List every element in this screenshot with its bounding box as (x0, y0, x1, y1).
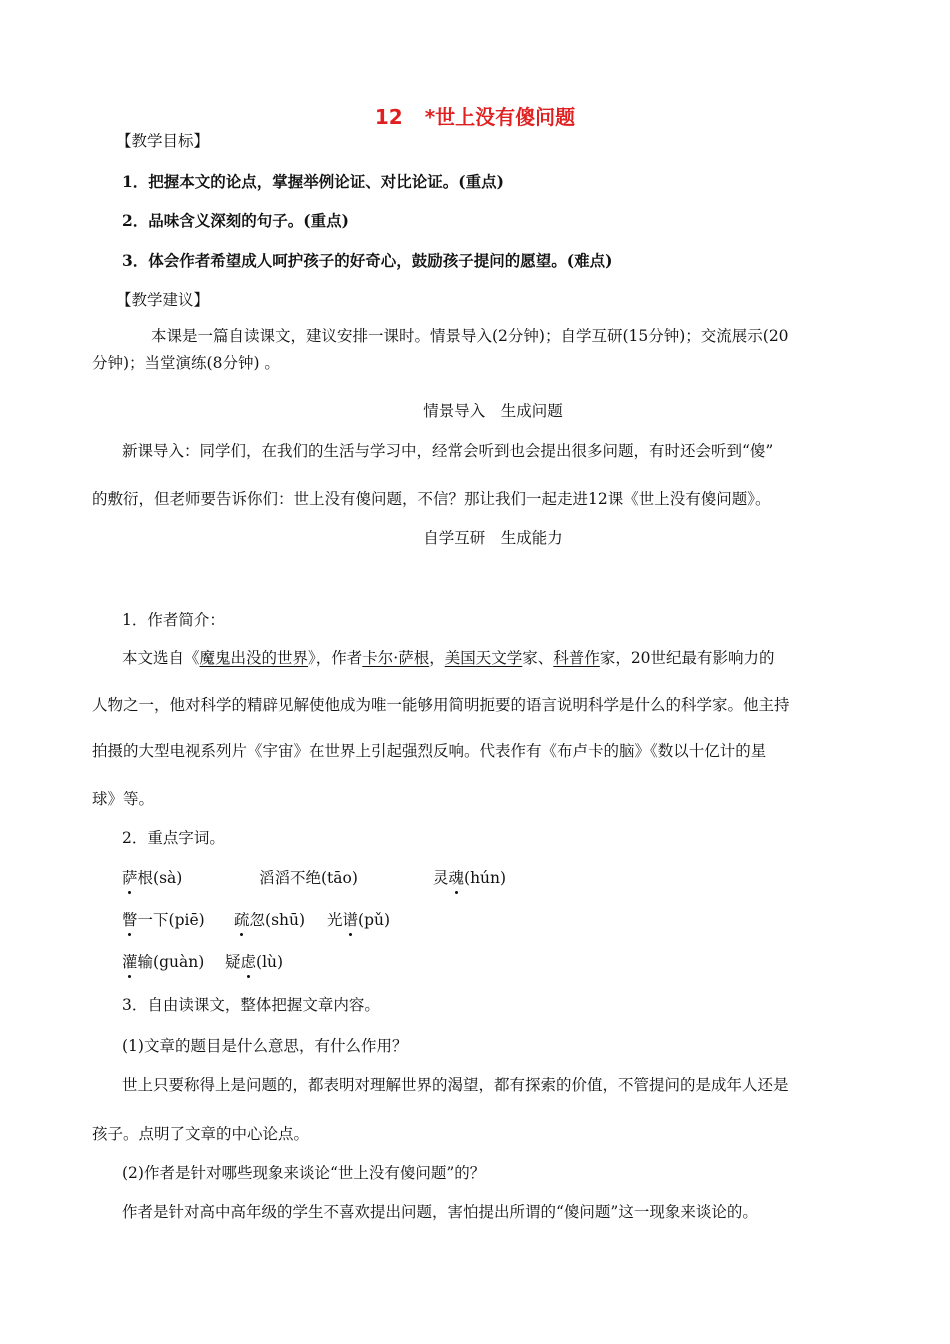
word-yilv (225, 952, 283, 972)
dotted-char: 瞥 (122, 911, 138, 929)
advice-heading: 【教学建议】 (116, 291, 210, 309)
author-name: 卡尔·萨根 (362, 649, 430, 667)
author-heading: 1．作者简介： (122, 611, 225, 629)
dotted-char: 魂 (448, 869, 465, 887)
goal-item-3: 3．体会作者希望成人呵护孩子的好奇心，鼓励孩子提问的愿望。(难点) (122, 251, 613, 270)
text: 家、 (522, 649, 554, 667)
goals-heading: 【教学目标】 (116, 132, 210, 150)
country: 美国 (444, 649, 476, 667)
dotted-char: 灌 (122, 953, 138, 971)
text: 输(guàn) (137, 953, 205, 971)
word-sagen (122, 868, 182, 888)
author-line-3: 拍摄的大型电视系列片《宇宙》在世界上引起强烈反响。代表作有《布卢卡的脑》《数以十亿计的星 (92, 742, 767, 760)
advice-line-1: 本课是一篇自读课文，建议安排一课时。情景导入(2分钟)；自学互研(15分钟)；交流展示(20 (151, 327, 789, 345)
text: 根(sà) (137, 869, 183, 887)
text: 忽(shū) (249, 911, 306, 929)
intro-line-2: 的敷衍，但老师要告诉你们：世上没有傻问题，不信？那让我们一起走进12课《世上没有傻问题》。 (92, 490, 771, 508)
word-pie (122, 910, 205, 930)
advice-line-2: 分钟)；当堂演练(8分钟) 。 (92, 354, 280, 372)
text: 疑 (225, 953, 241, 971)
role: 科普作 (553, 649, 600, 667)
lesson-title: *世上没有傻问题 (424, 105, 576, 129)
word-linghun (433, 868, 506, 888)
text: 光 (327, 911, 343, 929)
author-line-1 (122, 648, 775, 668)
page-title (0, 101, 950, 130)
dotted-char: 萨 (122, 869, 138, 887)
author-line-2: 人物之一，他对科学的精辟见解使他成为唯一能够用简明扼要的语言说明科学是什么的科学家。他主持 (92, 696, 790, 714)
word-guangpu (327, 910, 390, 930)
dotted-char: 谱 (342, 911, 359, 929)
text: 本文选自《 (122, 649, 200, 667)
lesson-number: 12 (374, 105, 403, 129)
section-heading-self-study: 自学互研 生成能力 (423, 529, 563, 547)
text: ， (429, 649, 445, 667)
answer-1-line-1: 世上只要称得上是问题的，都表明对理解世界的渴望，都有探索的价值，不管提问的是成年人还是 (122, 1076, 789, 1094)
section-heading-intro: 情景导入 生成问题 (423, 402, 563, 420)
text: 家，20世纪最有影响力的 (599, 649, 775, 667)
dotted-char: 虑 (240, 953, 257, 971)
text: (hún) (464, 869, 507, 887)
read-heading: 3．自由读课文，整体把握文章内容。 (122, 996, 380, 1014)
word-taotao (259, 868, 358, 888)
text: 》，作者 (308, 649, 363, 667)
dotted-char: 疏 (234, 911, 250, 929)
text: 一下(piē) (137, 911, 205, 929)
book-link: 魔鬼出没的世界 (199, 649, 309, 667)
question-1: (1)文章的题目是什么意思，有什么作用？ (122, 1037, 408, 1055)
goal-item-1: 1．把握本文的论点，掌握举例论证、对比论证。(重点) (122, 172, 504, 191)
author-line-4: 球》等。 (92, 790, 155, 808)
word-shuhu (234, 910, 305, 930)
answer-2: 作者是针对高中高年级的学生不喜欢提出问题，害怕提出所谓的“傻问题”这一现象来谈论的。 (122, 1203, 758, 1221)
question-2: (2)作者是针对哪些现象来谈论“世上没有傻问题”的？ (122, 1164, 486, 1182)
text: (pǔ) (358, 911, 391, 929)
text: 灵 (433, 869, 449, 887)
word-guanshu (122, 952, 204, 972)
goal-item-2: 2．品味含义深刻的句子。(重点) (122, 211, 349, 230)
field: 天文学 (475, 649, 523, 667)
answer-1-line-2: 孩子。点明了文章的中心论点。 (92, 1125, 310, 1143)
text: 滔滔不绝(tāo) (259, 869, 358, 887)
text: (lù) (256, 953, 284, 971)
words-heading: 2．重点字词。 (122, 829, 225, 847)
intro-line-1: 新课导入：同学们，在我们的生活与学习中，经常会听到也会提出很多问题，有时还会听到“傻” (122, 442, 774, 460)
